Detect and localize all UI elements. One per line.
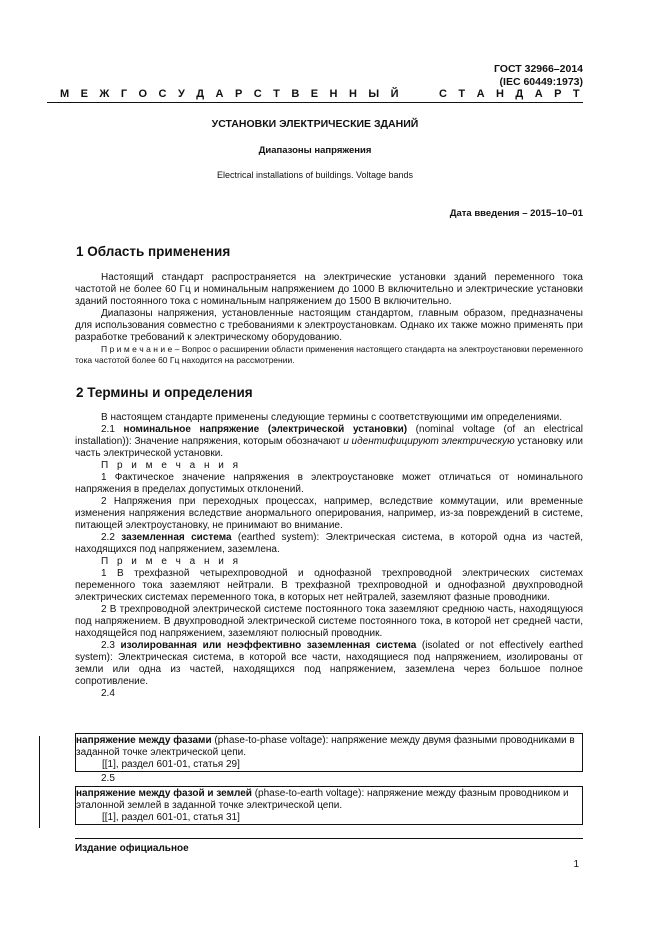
iec-reference: (IEC 60449:1973): [499, 75, 583, 88]
title-english: Electrical installations of buildings. Voltage bands: [216, 170, 414, 180]
term-2-5-reference: [[1], раздел 601-01, статья 31]: [102, 812, 240, 823]
term-2-5-title: напряжение между фазой и землей: [76, 788, 252, 799]
banner-letter: Н: [348, 88, 357, 100]
term-2-2-number: 2.2: [101, 532, 122, 543]
revision-margin-line: [39, 736, 40, 828]
banner-letter: Н: [329, 88, 338, 100]
banner-letter: С: [438, 88, 447, 100]
banner-letter: А: [534, 88, 543, 100]
banner-letter: Д: [515, 88, 524, 100]
banner-letter: Ж: [99, 88, 110, 100]
section-1-heading: 1 Область применения: [76, 244, 231, 259]
term-2-5-text: (phase-to-earth voltage): напряжение между фазным проводником и эталонной землей в заданной точке электрической цепи.: [76, 788, 569, 811]
banner-letter: А: [215, 88, 224, 100]
term-2-1-text-a: (nominal voltage (of an electrical installation)): Значение напряжения, которым обозначают: [75, 424, 583, 447]
banner-letter: Е: [80, 88, 88, 100]
page-number: 1: [573, 859, 579, 870]
term-2-1-italic: и идентифицируют электрическую: [343, 436, 515, 447]
section-1-note: [75, 344, 583, 366]
title-sub: Диапазоны напряжения: [258, 145, 372, 156]
term-2-4-title: напряжение между фазами: [76, 735, 212, 746]
banner-letter: Й: [390, 88, 399, 100]
term-2-1-note-2: 2 Напряжения при переходных процессах, например, вследствие коммутации, или временные изменения напряжения вследствие анормального оперирования, например, из-за повреждений в системе, питающей электроустановку, не принимают во внимание.: [75, 496, 583, 531]
term-2-4-number: 2.4: [101, 688, 115, 699]
term-2-3: [75, 640, 583, 688]
banner-letter: Е: [310, 88, 319, 100]
term-2-5-number-wrap: [75, 773, 583, 785]
section-1-body: [75, 272, 583, 366]
banner-letter: Н: [495, 88, 504, 100]
term-2-2-note-1: 1 В трехфазной четырехпроводной и однофазной трехпроводной электрических системах переменного тока заземляют нейтрали. В трехфазной трехпроводной и однофазной двухпроводной электрических системах переменного тока, в которых нет нейтралей, заземляют фазные проводники.: [75, 568, 583, 603]
section-1-paragraph-1: Настоящий стандарт распространяется на электрические установки зданий переменного тока частотой не более 60 Гц и номинальным напряжением до 1000 В включительно и электрические установки зданий постоянного тока с номинальным напряжением до 1500 В включительно.: [75, 272, 583, 307]
term-2-3-title: изолированная или неэффективно заземленная система: [120, 640, 417, 651]
term-2-2-title: заземленная система: [121, 532, 232, 543]
term-2-2-text: (earthed system): Электрическая система, в которой одна из частей, находящихся под напряжением, заземлена.: [75, 532, 583, 555]
term-2-4-text: (phase-to-phase voltage): напряжение между двумя фазными проводниками в заданной точке электрической цепи.: [76, 735, 575, 758]
banner-letter: Т: [273, 88, 280, 100]
banner-letter: Р: [234, 88, 243, 100]
term-2-4-definition: [76, 735, 582, 759]
banner-letter: С: [158, 88, 167, 100]
banner-letter: С: [253, 88, 262, 100]
term-2-2: [75, 532, 583, 556]
term-2-3-text: (isolated or not effectively earthed system): Электрическая система, в которой все части, находящиеся под напряжением, изолированы от земли или одна из частей, находящихся под напряжением, заземлена через большое полное сопротивление.: [75, 640, 584, 687]
note-label: П р и м е ч а н и е: [101, 344, 173, 354]
term-2-5-number: 2.5: [101, 773, 115, 784]
term-2-5-box: [75, 786, 583, 825]
section-2-heading: 2 Термины и определения: [76, 385, 253, 400]
term-2-4-reference: [[1], раздел 601-01, статья 29]: [102, 759, 240, 770]
standard-banner: [60, 88, 580, 100]
banner-letter: [424, 88, 427, 100]
banner-letter: У: [177, 88, 185, 100]
document-number: [494, 63, 583, 88]
introduction-date: Дата введения – 2015–10–01: [449, 208, 583, 219]
official-edition: Издание официальное: [75, 843, 189, 854]
term-2-1-notes-label: П р и м е ч а н и я: [101, 460, 242, 471]
banner-letter: М: [60, 88, 70, 100]
footer-rule: [75, 838, 583, 839]
term-2-4-box: [75, 733, 583, 772]
note-text: – Вопрос о расширении области применения настоящего стандарта на электроустановки переменного тока частотой более 60 Гц находится на рассмотрении.: [75, 344, 583, 365]
term-2-5-definition: [76, 788, 582, 812]
term-2-1-title: номинальное напряжение (электрической установки): [123, 424, 408, 435]
term-2-2-notes-label: П р и м е ч а н и я: [101, 556, 242, 567]
term-2-1-text-b: установку или часть электрической установки.: [75, 436, 583, 459]
term-2-1-number: 2.1: [101, 424, 124, 435]
term-2-1-note-1: 1 Фактическое значение напряжения в электроустановке может отличаться от номинального напряжения в пределах допустимых отклонений.: [75, 472, 583, 495]
banner-letter: Т: [572, 88, 580, 100]
banner-letter: Д: [196, 88, 205, 100]
banner-letter: Р: [554, 88, 562, 100]
section-2-intro: В настоящем стандарте применены следующие термины с соответствующими им определениями.: [101, 412, 563, 423]
header-rule: [47, 102, 583, 103]
banner-letter: [410, 88, 413, 100]
gost-number: ГОСТ 32966–2014: [493, 63, 583, 75]
banner-letter: О: [138, 88, 148, 100]
banner-letter: А: [476, 88, 485, 100]
term-2-1: [75, 424, 583, 460]
term-2-3-number: 2.3: [101, 640, 121, 651]
banner-letter: Т: [458, 88, 466, 100]
banner-letter: Ы: [368, 88, 380, 100]
banner-letter: В: [291, 88, 300, 100]
title-main: УСТАНОВКИ ЭЛЕКТРИЧЕСКИЕ ЗДАНИЙ: [211, 118, 419, 130]
section-1-paragraph-2: Диапазоны напряжения, установленные настоящим стандартом, главным образом, предназначены для использования совместно с требованиями к электроустановкам. Однако их также можно применять при разработке требований к электрическому оборудованию.: [75, 308, 583, 343]
term-2-2-note-2: 2 В трехпроводной электрической системе постоянного тока заземляют среднюю часть, находящуюся под напряжением. В двухпроводной электрической системе постоянного тока, в которой нет средней части, находящейся под напряжением, заземляют полюсный проводник.: [75, 604, 583, 639]
banner-letter: Г: [120, 88, 128, 100]
section-2-body: [75, 412, 583, 700]
